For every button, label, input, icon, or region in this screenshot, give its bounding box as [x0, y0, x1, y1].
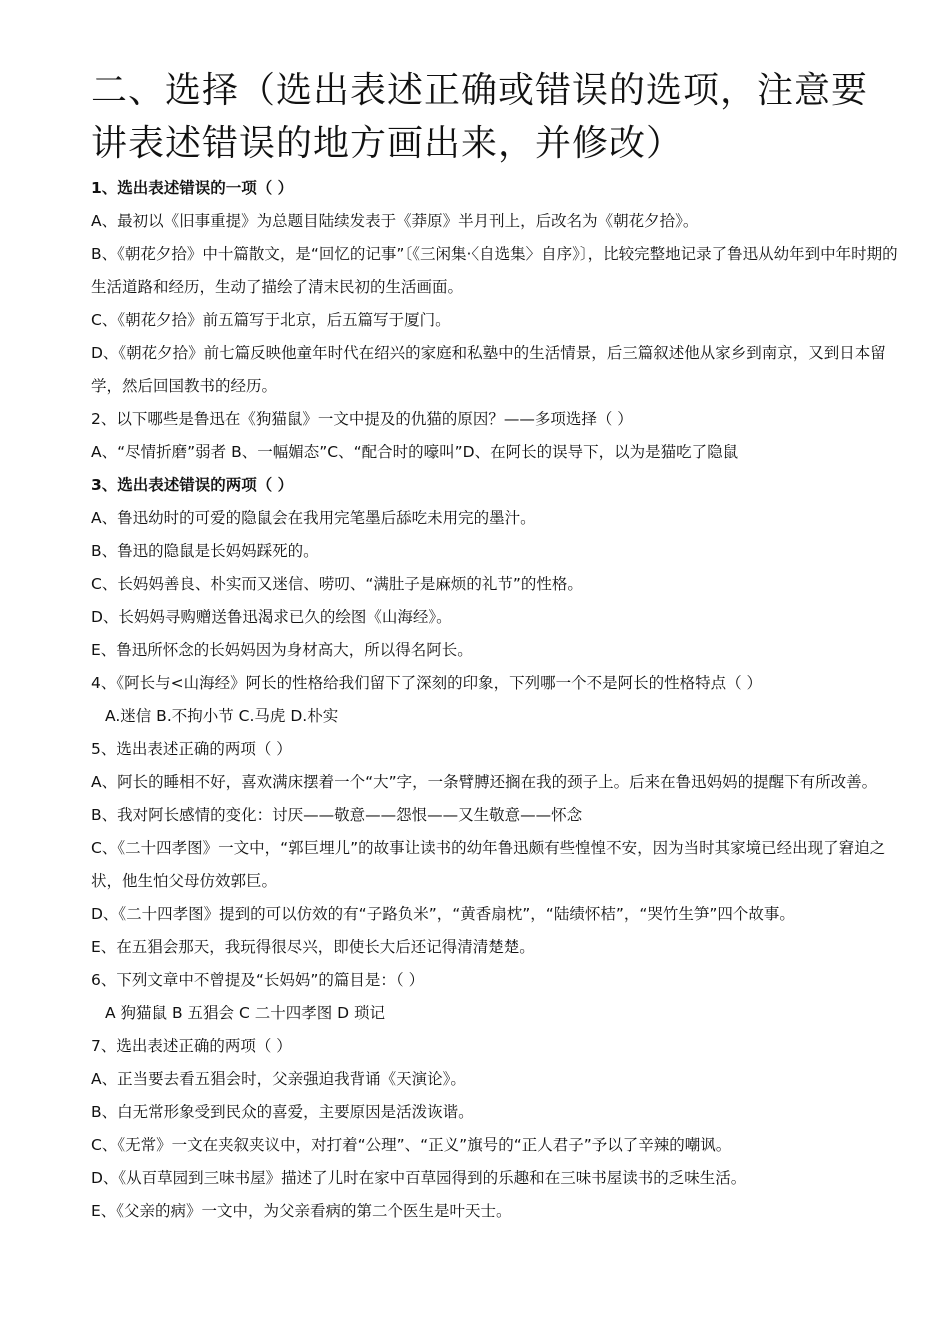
q5-option-b: B、我对阿长感情的变化：讨厌——敬意——怨恨——又生敬意——怀念	[91, 806, 583, 824]
q5-option-a: A、阿长的睡相不好，喜欢满床摆着一个“大”字，一条臂膊还搁在我的颈子上。后来在鲁迅妈妈的提醒下有所改善。	[91, 773, 878, 791]
question-7: 7、选出表述正确的两项（ ）	[91, 1037, 292, 1055]
page-title: 二、选择（选出表述正确或错误的选项，注意要讲表述错误的地方画出来，并修改）	[91, 70, 869, 164]
q1-option-c: C、《朝花夕拾》前五篇写于北京，后五篇写于厦门。	[91, 311, 451, 329]
q1-option-d: D、《朝花夕拾》前七篇反映他童年时代在绍兴的家庭和私塾中的生活情景，后三篇叙述他从家乡到南京，又到日本留学，然后回国教书的经历。	[91, 344, 886, 395]
q3-option-e: E、鲁迅所怀念的长妈妈因为身材高大，所以得名阿长。	[91, 641, 473, 659]
q7-option-b: B、白无常形象受到民众的喜爱，主要原因是活泼诙谐。	[91, 1103, 474, 1121]
q7-option-e: E、《父亲的病》一文中，为父亲看病的第二个医生是叶天士。	[91, 1202, 512, 1220]
q6-options: A 狗猫鼠 B 五猖会 C 二十四孝图 D 琐记	[105, 1004, 385, 1022]
question-1: 1、选出表述错误的一项（ ）	[91, 179, 294, 197]
q3-option-c: C、长妈妈善良、朴实而又迷信、唠叨、“满肚子是麻烦的礼节”的性格。	[91, 575, 583, 593]
q7-option-a: A、正当要去看五猖会时，父亲强迫我背诵《天演论》。	[91, 1070, 466, 1088]
question-4: 4、《阿长与<山海经》阿长的性格给我们留下了深刻的印象，下列哪一个不是阿长的性格特点（ ）	[91, 674, 763, 692]
q1-option-a: A、最初以《旧事重提》为总题目陆续发表于《莽原》半月刊上，后改名为《朝花夕拾》。	[91, 212, 699, 230]
q5-option-e: E、在五猖会那天，我玩得很尽兴，即使长大后还记得清清楚楚。	[91, 938, 535, 956]
q3-option-a: A、鲁迅幼时的可爱的隐鼠会在我用完笔墨后舔吃未用完的墨汁。	[91, 509, 536, 527]
q5-option-c: C、《二十四孝图》一文中，“郭巨埋儿”的故事让读书的幼年鲁迅颇有些惶惶不安，因为当时其家境已经出现了窘迫之状，他生怕父母仿效郭巨。	[91, 839, 886, 890]
q3-option-d: D、长妈妈寻购赠送鲁迅渴求已久的绘图《山海经》。	[91, 608, 452, 626]
q5-option-d: D、《二十四孝图》提到的可以仿效的有“子路负米”，“黄香扇枕”，“陆绩怀桔”，“哭竹生笋”四个故事。	[91, 905, 795, 923]
q2-options: A、“尽情折磨”弱者 B、一幅媚态”C、“配合时的嚎叫”D、在阿长的误导下，以为是猫吃了隐鼠	[91, 443, 739, 461]
q3-option-b: B、鲁迅的隐鼠是长妈妈踩死的。	[91, 542, 319, 560]
question-3: 3、选出表述错误的两项（ ）	[91, 476, 294, 494]
question-5: 5、选出表述正确的两项（ ）	[91, 740, 292, 758]
question-6: 6、下列文章中不曾提及“长妈妈”的篇目是：（ ）	[91, 971, 425, 989]
question-2: 2、以下哪些是鲁迅在《狗猫鼠》一文中提及的仇猫的原因？——多项选择（ ）	[91, 410, 633, 428]
q7-option-d: D、《从百草园到三味书屋》描述了儿时在家中百草园得到的乐趣和在三味书屋读书的乏味生活。	[91, 1169, 747, 1187]
q7-option-c: C、《无常》一文在夹叙夹议中，对打着“公理”、“正义”旗号的“正人君子”予以了辛辣的嘲讽。	[91, 1136, 732, 1154]
document-page	[91, 64, 901, 1228]
q1-option-b: B、《朝花夕拾》中十篇散文，是“回忆的记事”〔《三闲集·〈自选集〉自序》〕，比较完整地记录了鲁迅从幼年到中年时期的生活道路和经历，生动了描绘了清末民初的生活画面。	[91, 245, 898, 296]
q4-options: A.迷信 B.不拘小节 C.马虎 D.朴实	[105, 707, 339, 725]
